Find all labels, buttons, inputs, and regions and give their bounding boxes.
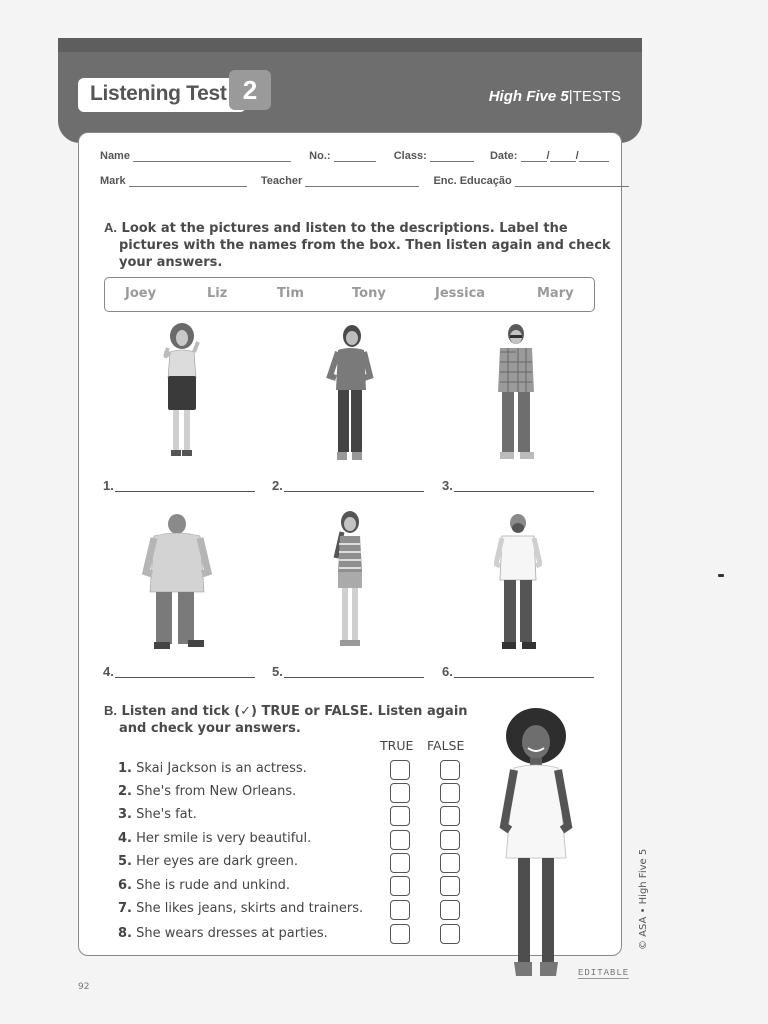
word-box-name: Tony [352, 286, 386, 301]
series-separator: | [568, 88, 573, 105]
date-year-field[interactable] [579, 152, 609, 162]
scan-mark [718, 574, 724, 577]
false-checkbox-4[interactable] [440, 830, 460, 850]
true-checkbox-5[interactable] [390, 853, 410, 873]
statement-3: 3. She's fat. [118, 807, 197, 822]
statement-8: 8. She wears dresses at parties. [118, 926, 328, 941]
section-a-line-2: pictures with the names from the box. Then listen again and check [119, 238, 611, 253]
fields-row-2 [100, 175, 629, 187]
teacher-label: Teacher [260, 175, 303, 187]
word-box-name: Joey [125, 286, 157, 301]
person-photo-3 [488, 322, 546, 468]
answer-line-3[interactable] [442, 478, 597, 494]
answer-number: 5. [272, 664, 283, 679]
person-photo-1 [152, 322, 212, 464]
section-b-line-1: Listen and tick (✓) TRUE or FALSE. Listen again [121, 704, 468, 719]
section-b-letter: B. [104, 703, 117, 718]
true-column-header: TRUE [380, 738, 414, 753]
true-checkbox-8[interactable] [390, 924, 410, 944]
fields-row-1 [100, 150, 609, 162]
name-field[interactable] [133, 152, 291, 162]
person-photo-5 [328, 510, 374, 652]
answer-number: 6. [442, 664, 453, 679]
answer-line-5[interactable] [272, 664, 427, 680]
false-checkbox-2[interactable] [440, 783, 460, 803]
word-box-name: Liz [207, 286, 228, 301]
word-box-name: Mary [537, 286, 574, 301]
word-box-name: Jessica [435, 286, 486, 301]
false-checkbox-6[interactable] [440, 876, 460, 896]
answer-line-1[interactable] [103, 478, 258, 494]
series-label [489, 88, 621, 105]
false-column-header: FALSE [427, 738, 465, 753]
statement-7: 7. She likes jeans, skirts and trainers. [118, 901, 364, 916]
answer-number: 4. [103, 664, 114, 679]
true-checkbox-2[interactable] [390, 783, 410, 803]
true-checkbox-3[interactable] [390, 806, 410, 826]
person-photo-4 [142, 512, 212, 652]
statement-2: 2. She's from New Orleans. [118, 784, 297, 799]
series-name: High Five 5 [488, 88, 569, 105]
true-checkbox-7[interactable] [390, 900, 410, 920]
test-number: 2 [229, 70, 271, 110]
answer-line-2[interactable] [272, 478, 427, 494]
teacher-field[interactable] [305, 177, 419, 187]
false-checkbox-7[interactable] [440, 900, 460, 920]
mark-label: Mark [100, 175, 126, 187]
date-label: Date: [489, 150, 518, 162]
true-checkbox-6[interactable] [390, 876, 410, 896]
class-field[interactable] [430, 152, 474, 162]
answer-line-4[interactable] [103, 664, 258, 680]
answer-number: 3. [442, 478, 453, 493]
section-a-instructions [104, 219, 611, 271]
section-a-letter: A. [104, 220, 117, 235]
statement-5: 5. Her eyes are dark green. [118, 854, 299, 869]
date-month-field[interactable] [550, 152, 576, 162]
enc-field[interactable] [515, 177, 629, 187]
mark-field[interactable] [129, 177, 247, 187]
section-a-line-1: Look at the pictures and listen to the descriptions. Label the [121, 221, 568, 236]
date-separator: / [575, 150, 579, 162]
skai-jackson-photo [496, 708, 576, 984]
answer-line-6[interactable] [442, 664, 597, 680]
no-label: No.: [309, 150, 331, 162]
section-b-instructions [104, 702, 468, 737]
false-checkbox-8[interactable] [440, 924, 460, 944]
section-b-line-2: and check your answers. [119, 721, 301, 736]
statement-1: 1. Skai Jackson is an actress. [118, 761, 307, 776]
answer-number: 2. [272, 478, 283, 493]
statement-4: 4. Her smile is very beautiful. [118, 831, 312, 846]
person-photo-2 [322, 324, 378, 466]
no-field[interactable] [334, 152, 376, 162]
false-checkbox-1[interactable] [440, 760, 460, 780]
statement-6: 6. She is rude and unkind. [118, 878, 291, 893]
name-label: Name [100, 150, 130, 162]
copyright-text: © ASA • High Five 5 [638, 848, 649, 950]
false-checkbox-5[interactable] [440, 853, 460, 873]
date-separator: / [546, 150, 550, 162]
date-day-field[interactable] [521, 152, 547, 162]
false-checkbox-3[interactable] [440, 806, 460, 826]
editable-badge: EDITABLE [578, 968, 630, 978]
word-box [104, 277, 595, 312]
enc-label: Enc. Educação [433, 175, 512, 187]
true-checkbox-4[interactable] [390, 830, 410, 850]
page-number: 92 [78, 982, 90, 992]
class-label: Class: [393, 150, 427, 162]
word-box-name: Tim [277, 286, 304, 301]
answer-number: 1. [103, 478, 114, 493]
section-a-line-3: your answers. [119, 255, 223, 270]
page-title: Listening Test [90, 82, 227, 105]
series-tests: TESTS [572, 88, 621, 105]
person-photo-6 [494, 512, 542, 654]
true-checkbox-1[interactable] [390, 760, 410, 780]
